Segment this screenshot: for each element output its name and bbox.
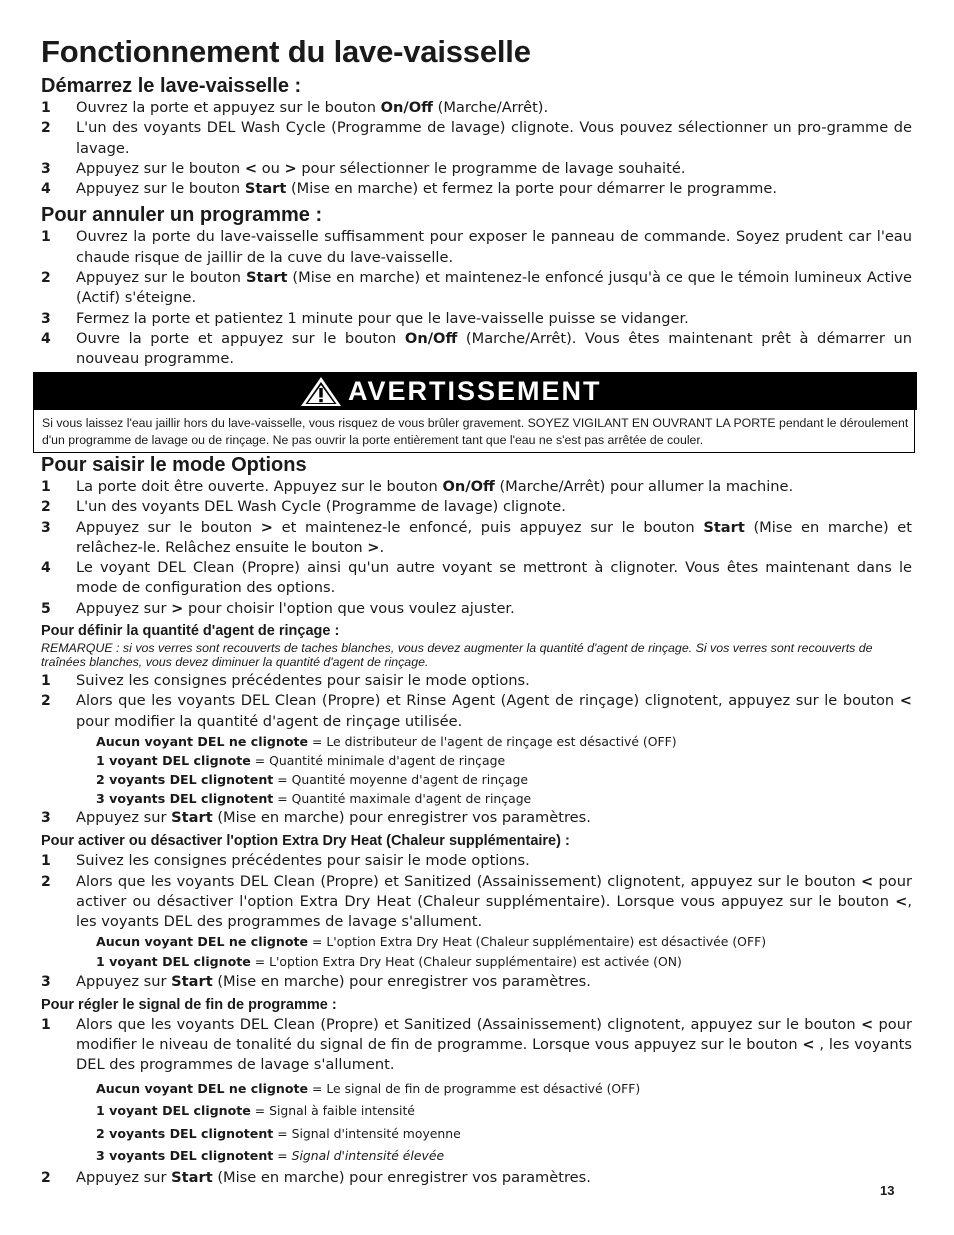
section-options-heading: Pour saisir le mode Options bbox=[41, 454, 307, 476]
list-item: 3 Appuyez sur le bouton < ou > pour sélectionner le programme de lavage souhaité. bbox=[41, 159, 686, 177]
setting-row: Aucun voyant DEL ne clignote = Le distributeur de l'agent de rinçage est désactivé (OFF) bbox=[96, 733, 677, 749]
list-item: 1 Ouvrez la porte du lave-vaisselle suffisamment pour exposer le panneau de commande. Soyez prudent car l'eau chaude risque de jaillir de la cuve du lave-vaisselle. bbox=[41, 228, 912, 266]
list-item: 2 Alors que les voyants DEL Clean (Propre) et Sanitized (Assainissement) clignotent, appuyez sur le bouton < pour activer ou désactiver l'option Extra Dry Heat (Chaleur supplémentaire). Lorsque vous appuyez sur le bouton <, les voyants DEL des programmes de lavage s'allument. bbox=[41, 872, 912, 931]
page-number: 13 bbox=[880, 1183, 895, 1198]
warning-triangle-icon bbox=[299, 375, 343, 408]
cancel-steps bbox=[41, 227, 912, 369]
warning-box bbox=[33, 410, 915, 453]
list-item: 1 Suivez les consignes précédentes pour saisir le mode options. bbox=[41, 852, 530, 870]
setting-row: Aucun voyant DEL ne clignote = L'option Extra Dry Heat (Chaleur supplémentaire) est désactivée (OFF) bbox=[96, 934, 767, 950]
setting-row: Aucun voyant DEL ne clignote = Le signal de fin de programme est désactivé (OFF) bbox=[96, 1080, 641, 1096]
list-item: 1 Alors que les voyants DEL Clean (Propre) et Sanitized (Assainissement) clignotent, appuyez sur le bouton < pour modifier le niveau de tonalité du signal de fin de programme. Lorsque vous appuyez sur le bouton < , les voyants DEL des programmes de lavage s'allument. bbox=[41, 1015, 912, 1074]
list-item: 3 Appuyez sur le bouton > et maintenez-le enfoncé, puis appuyez sur le bouton Start (Mise en marche) et relâchez-le. Relâchez ensuite le bouton >. bbox=[41, 518, 912, 556]
warning-banner bbox=[33, 372, 917, 410]
rinse-agent-steps bbox=[41, 671, 912, 732]
list-item: 3 Appuyez sur Start (Mise en marche) pour enregistrer vos paramètres. bbox=[41, 973, 591, 991]
warning-title: AVERTISSEMENT bbox=[348, 376, 602, 406]
start-steps bbox=[41, 98, 912, 199]
rinse-agent-final bbox=[41, 808, 912, 828]
list-item: 3 Appuyez sur Start (Mise en marche) pour enregistrer vos paramètres. bbox=[41, 808, 591, 826]
extra-dry-final bbox=[41, 972, 912, 992]
extra-dry-settings bbox=[41, 932, 912, 972]
list-item: 2 Appuyez sur Start (Mise en marche) pour enregistrer vos paramètres. bbox=[41, 1168, 591, 1186]
manual-page bbox=[41, 30, 912, 370]
list-item: 1 Ouvrez la porte et appuyez sur le bouton On/Off (Marche/Arrêt). bbox=[41, 99, 549, 116]
setting-row: 1 voyant DEL clignote = Quantité minimale d'agent de rinçage bbox=[96, 752, 506, 768]
options-steps bbox=[41, 477, 912, 619]
setting-row: 3 voyants DEL clignotent = Quantité maximale d'agent de rinçage bbox=[96, 790, 532, 806]
end-signal-heading: Pour régler le signal de fin de programme : bbox=[41, 996, 337, 1013]
end-signal-final bbox=[41, 1168, 912, 1188]
setting-row: 1 voyant DEL clignote = Signal à faible intensité bbox=[96, 1103, 415, 1119]
rinse-agent-heading: Pour définir la quantité d'agent de rinçage : bbox=[41, 623, 340, 640]
list-item: 2 L'un des voyants DEL Wash Cycle (Programme de lavage) clignote. bbox=[41, 498, 566, 516]
manual-page-lower bbox=[41, 453, 912, 1188]
setting-row: 1 voyant DEL clignote = L'option Extra Dry Heat (Chaleur supplémentaire) est activée (ON) bbox=[96, 954, 682, 970]
list-item: 4 Ouvre la porte et appuyez sur le bouton On/Off (Marche/Arrêt). Vous êtes maintenant prêt à démarrer un nouveau programme. bbox=[41, 329, 912, 368]
list-item: 2 L'un des voyants DEL Wash Cycle (Programme de lavage) clignote. Vous pouvez sélectionner un pro-gramme de lavage. bbox=[41, 119, 912, 157]
page-title: Fonctionnement du lave-vaisselle bbox=[41, 34, 531, 69]
warning-text: Si vous laissez l'eau jaillir hors du lave-vaisselle, vous risquez de vous brûler gravement. SOYEZ VIGILANT EN OUVRANT LA PORTE pendant le déroulement d'un programme de lavage ou de rinçage. Ne pas ouvrir la porte entièrement tant que l'eau ne s'est pas arrêtée de couler. bbox=[42, 416, 909, 447]
list-item: 2 Appuyez sur le bouton Start (Mise en marche) et maintenez-le enfoncé jusqu'à ce que le témoin lumineux Active (Actif) s'éteigne. bbox=[41, 269, 912, 307]
rinse-agent-settings bbox=[41, 732, 912, 808]
list-item: 3 Fermez la porte et patientez 1 minute pour que le lave-vaisselle puisse se vidanger. bbox=[41, 309, 689, 327]
list-item: 1 La porte doit être ouverte. Appuyez sur le bouton On/Off (Marche/Arrêt) pour allumer la machine. bbox=[41, 478, 794, 495]
section-start-heading: Démarrez le lave-vaisselle : bbox=[41, 75, 302, 97]
extra-dry-steps bbox=[41, 851, 912, 932]
section-cancel-heading: Pour annuler un programme : bbox=[41, 204, 323, 227]
list-item: 1 Suivez les consignes précédentes pour saisir le mode options. bbox=[41, 672, 530, 690]
setting-row: 3 voyants DEL clignotent = Signal d'intensité élevée bbox=[96, 1148, 445, 1164]
list-item: 4 Le voyant DEL Clean (Propre) ainsi qu'un autre voyant se mettront à clignoter. Vous êtes maintenant dans le mode de configuration des options. bbox=[41, 559, 912, 597]
rinse-agent-note: REMARQUE : si vos verres sont recouverts de taches blanches, vous devez augmenter la quantité d'agent de rinçage. Si vos verres sont recouverts de traînées blanches, vous devez diminuer la quantité d'agent de rinçage. bbox=[41, 641, 873, 669]
setting-row: 2 voyants DEL clignotent = Signal d'intensité moyenne bbox=[96, 1125, 461, 1141]
setting-row: 2 voyants DEL clignotent = Quantité moyenne d'agent de rinçage bbox=[96, 771, 528, 787]
end-signal-steps bbox=[41, 1015, 912, 1076]
end-signal-settings bbox=[41, 1078, 912, 1168]
list-item: 2 Alors que les voyants DEL Clean (Propre) et Rinse Agent (Agent de rinçage) clignotent, appuyez sur le bouton < pour modifier la quantité d'agent de rinçage utilisée. bbox=[41, 692, 912, 730]
extra-dry-heading: Pour activer ou désactiver l'option Extra Dry Heat (Chaleur supplémentaire) : bbox=[41, 833, 570, 850]
list-item: 4 Appuyez sur le bouton Start (Mise en marche) et fermez la porte pour démarrer le programme. bbox=[41, 180, 778, 198]
list-item: 5 Appuyez sur > pour choisir l'option que vous voulez ajuster. bbox=[41, 599, 515, 617]
